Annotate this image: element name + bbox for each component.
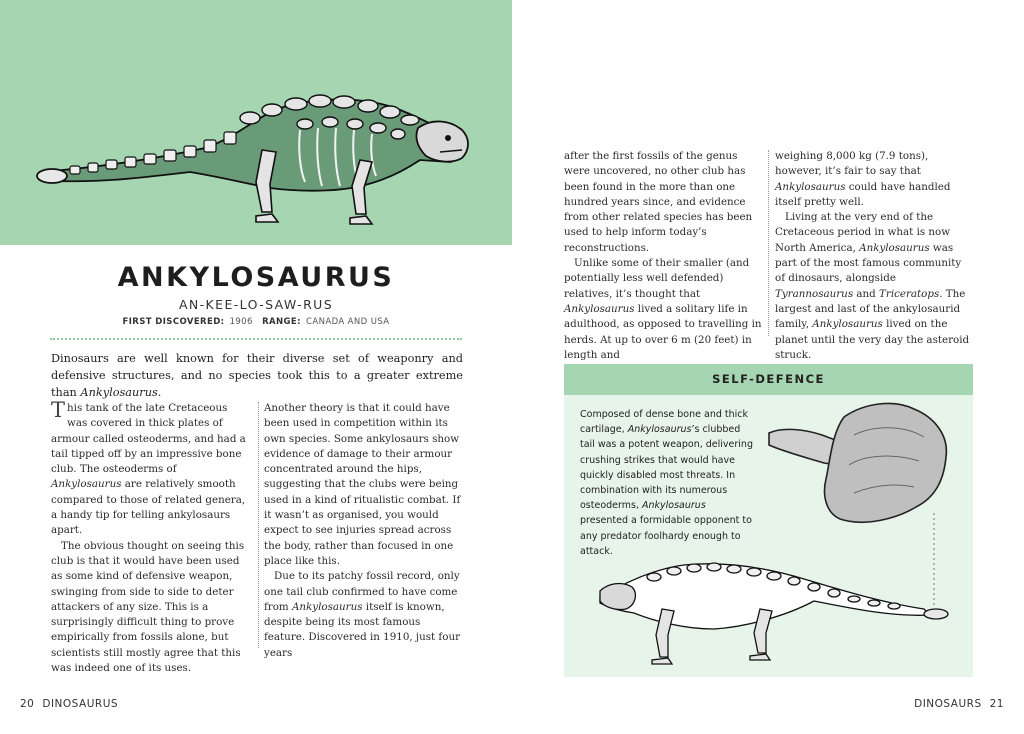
col4-p1-text: weighing 8,000 kg (7.9 tons), however, it’s fair to say that (775, 150, 929, 178)
intro-species-name: Ankylosaurus (80, 386, 158, 399)
col3-p2-text-end: lived a solitary life in adulthood, as opposed to travelling in herds. At up to over 6 m (20 feet) in length and (564, 302, 762, 361)
col4-p2-italic-3: Triceratops (879, 287, 940, 300)
col3-paragraph-1: after the first fossils of the genus were uncovered, no other club has been found in the more than one hundred years since, and evidence from other related species has been used to help inform today’s reconstructions. (564, 150, 753, 254)
col4-p2-text-e: lived on the planet until the very day the asteroid struck. (775, 318, 970, 361)
body-column-3 (564, 149, 762, 363)
self-defence-heading: SELF-DEFENCE (564, 364, 973, 395)
page-title: ANKYLOSAURUS (117, 262, 395, 293)
col4-p2-text-a: Living at the very end of the Cretaceous period in what is now North America, (775, 211, 951, 254)
first-discovered-label: FIRST DISCOVERED: (122, 317, 225, 327)
col1-paragraph-1 (51, 398, 250, 539)
intro-text-end: . (157, 386, 162, 399)
body-column-2 (264, 401, 462, 661)
small-skeleton (600, 563, 948, 664)
right-running-head: DINOSAURS (914, 698, 982, 710)
pronunciation: AN-KEE-LO-SAW-RUS (178, 297, 334, 312)
tail-club-closeup (769, 403, 946, 522)
col4-paragraph-1 (775, 149, 973, 210)
column-rule-1 (258, 402, 259, 648)
intro-text: Dinosaurs are well known for their diverse set of weaponry and defensive structures, and no species took this to a greater extreme than (51, 352, 463, 399)
col2-p2-italic: Ankylosaurus (291, 600, 363, 613)
sidebar-text-c: presented a formidable opponent to any predator foolhardy enough to attack. (580, 515, 752, 557)
range-value: CANADA AND USA (306, 317, 390, 327)
col4-p2-italic-2: Tyrannosaurus (775, 287, 854, 300)
col1-p1-text-end: are relatively smooth compared to those of related genera, a handy tip for telling ankylosaurs apart. (51, 478, 246, 537)
col2-p2-text: Due to its patchy fossil record, only one tail club confirmed to have come from (264, 570, 460, 613)
col4-p2-text-c: and (853, 287, 880, 300)
range-label: RANGE: (262, 317, 301, 327)
sidebar-text-b: ’s clubbed tail was a potent weapon, delivering crushing strikes that would have quickly disabled most threats. In combination with its numerous osteoderms, (580, 424, 753, 512)
right-page-folio (914, 698, 1004, 710)
col4-paragraph-2 (775, 210, 973, 363)
sidebar-italic-2: Ankylosaurus (642, 500, 706, 512)
col1-p1-italic: Ankylosaurus (51, 478, 122, 491)
sidebar-italic-1: Ankylosaurus (627, 424, 692, 436)
ankylosaurus-skeleton-illustration (0, 0, 512, 245)
body-column-4 (775, 149, 973, 363)
tail-club (37, 169, 67, 183)
col4-p2-text-b: was part of the most famous community of dinosaurs, alongside (775, 241, 962, 285)
body-column-1 (51, 398, 250, 676)
sidebar-text-a: Composed of dense bone and thick cartilage, (580, 409, 749, 436)
col4-p1-text-end: could have handled itself pretty well. (775, 180, 951, 208)
left-running-head: DINOSAURUS (42, 698, 119, 710)
discovery-range-line (0, 317, 512, 327)
col4-p2-italic-1: Ankylosaurus (859, 241, 930, 254)
col4-p1-italic: Ankylosaurus (775, 180, 846, 193)
first-discovered-value: 1906 (229, 317, 253, 327)
left-page-number: 20 (20, 698, 35, 710)
col4-p2-italic-4: Ankylosaurus (812, 318, 883, 331)
sidebar-illustrations (564, 395, 973, 677)
col2-paragraph-2 (264, 569, 462, 661)
col1-paragraph-2: The obvious thought on seeing this club is that it would have been used as some kind of defensive weapon, swinging from side to side to deter attackers of any size. This is a surprisingly difficult thing to prove empirically from fossils alone, but scientists still mostly agree that this was indeed one of its uses. (51, 539, 245, 675)
col3-paragraph-2 (564, 256, 762, 363)
intro-paragraph (51, 350, 463, 401)
right-page-number: 21 (989, 698, 1004, 710)
left-page-folio (20, 698, 118, 710)
col4-p2-text-d: . The largest and last of the ankylosaurid family, (775, 287, 966, 331)
hero-illustration-panel (0, 0, 512, 245)
col2-p2-text-end: itself is known, despite being its most famous feature. Discovered in 1910, just four years (264, 600, 460, 659)
col1-p1-text: his tank of the late Cretaceous was covered in thick plates of armour called osteoderms, and had a tail tipped off by an impressive bone club. The osteoderms of (51, 402, 246, 476)
col3-p2-italic: Ankylosaurus (564, 302, 635, 315)
column-rule-2 (768, 150, 769, 336)
col2-paragraph-1: Another theory is that it could have been used in competition within its own species. Some ankylosaurs show evidence of damage to their armour concentrated around the hips, suggesting that the clubs were being used in a kind of ritualistic combat. If it wasn’t as organised, you would expect to see injuries spread across the body, rather than focused in one place like this. (264, 402, 461, 567)
dotted-divider (50, 338, 462, 340)
drop-cap: T (51, 398, 66, 422)
col3-p2-text: Unlike some of their smaller (and potentially less well defended) relatives, it’s thought that (564, 257, 750, 300)
